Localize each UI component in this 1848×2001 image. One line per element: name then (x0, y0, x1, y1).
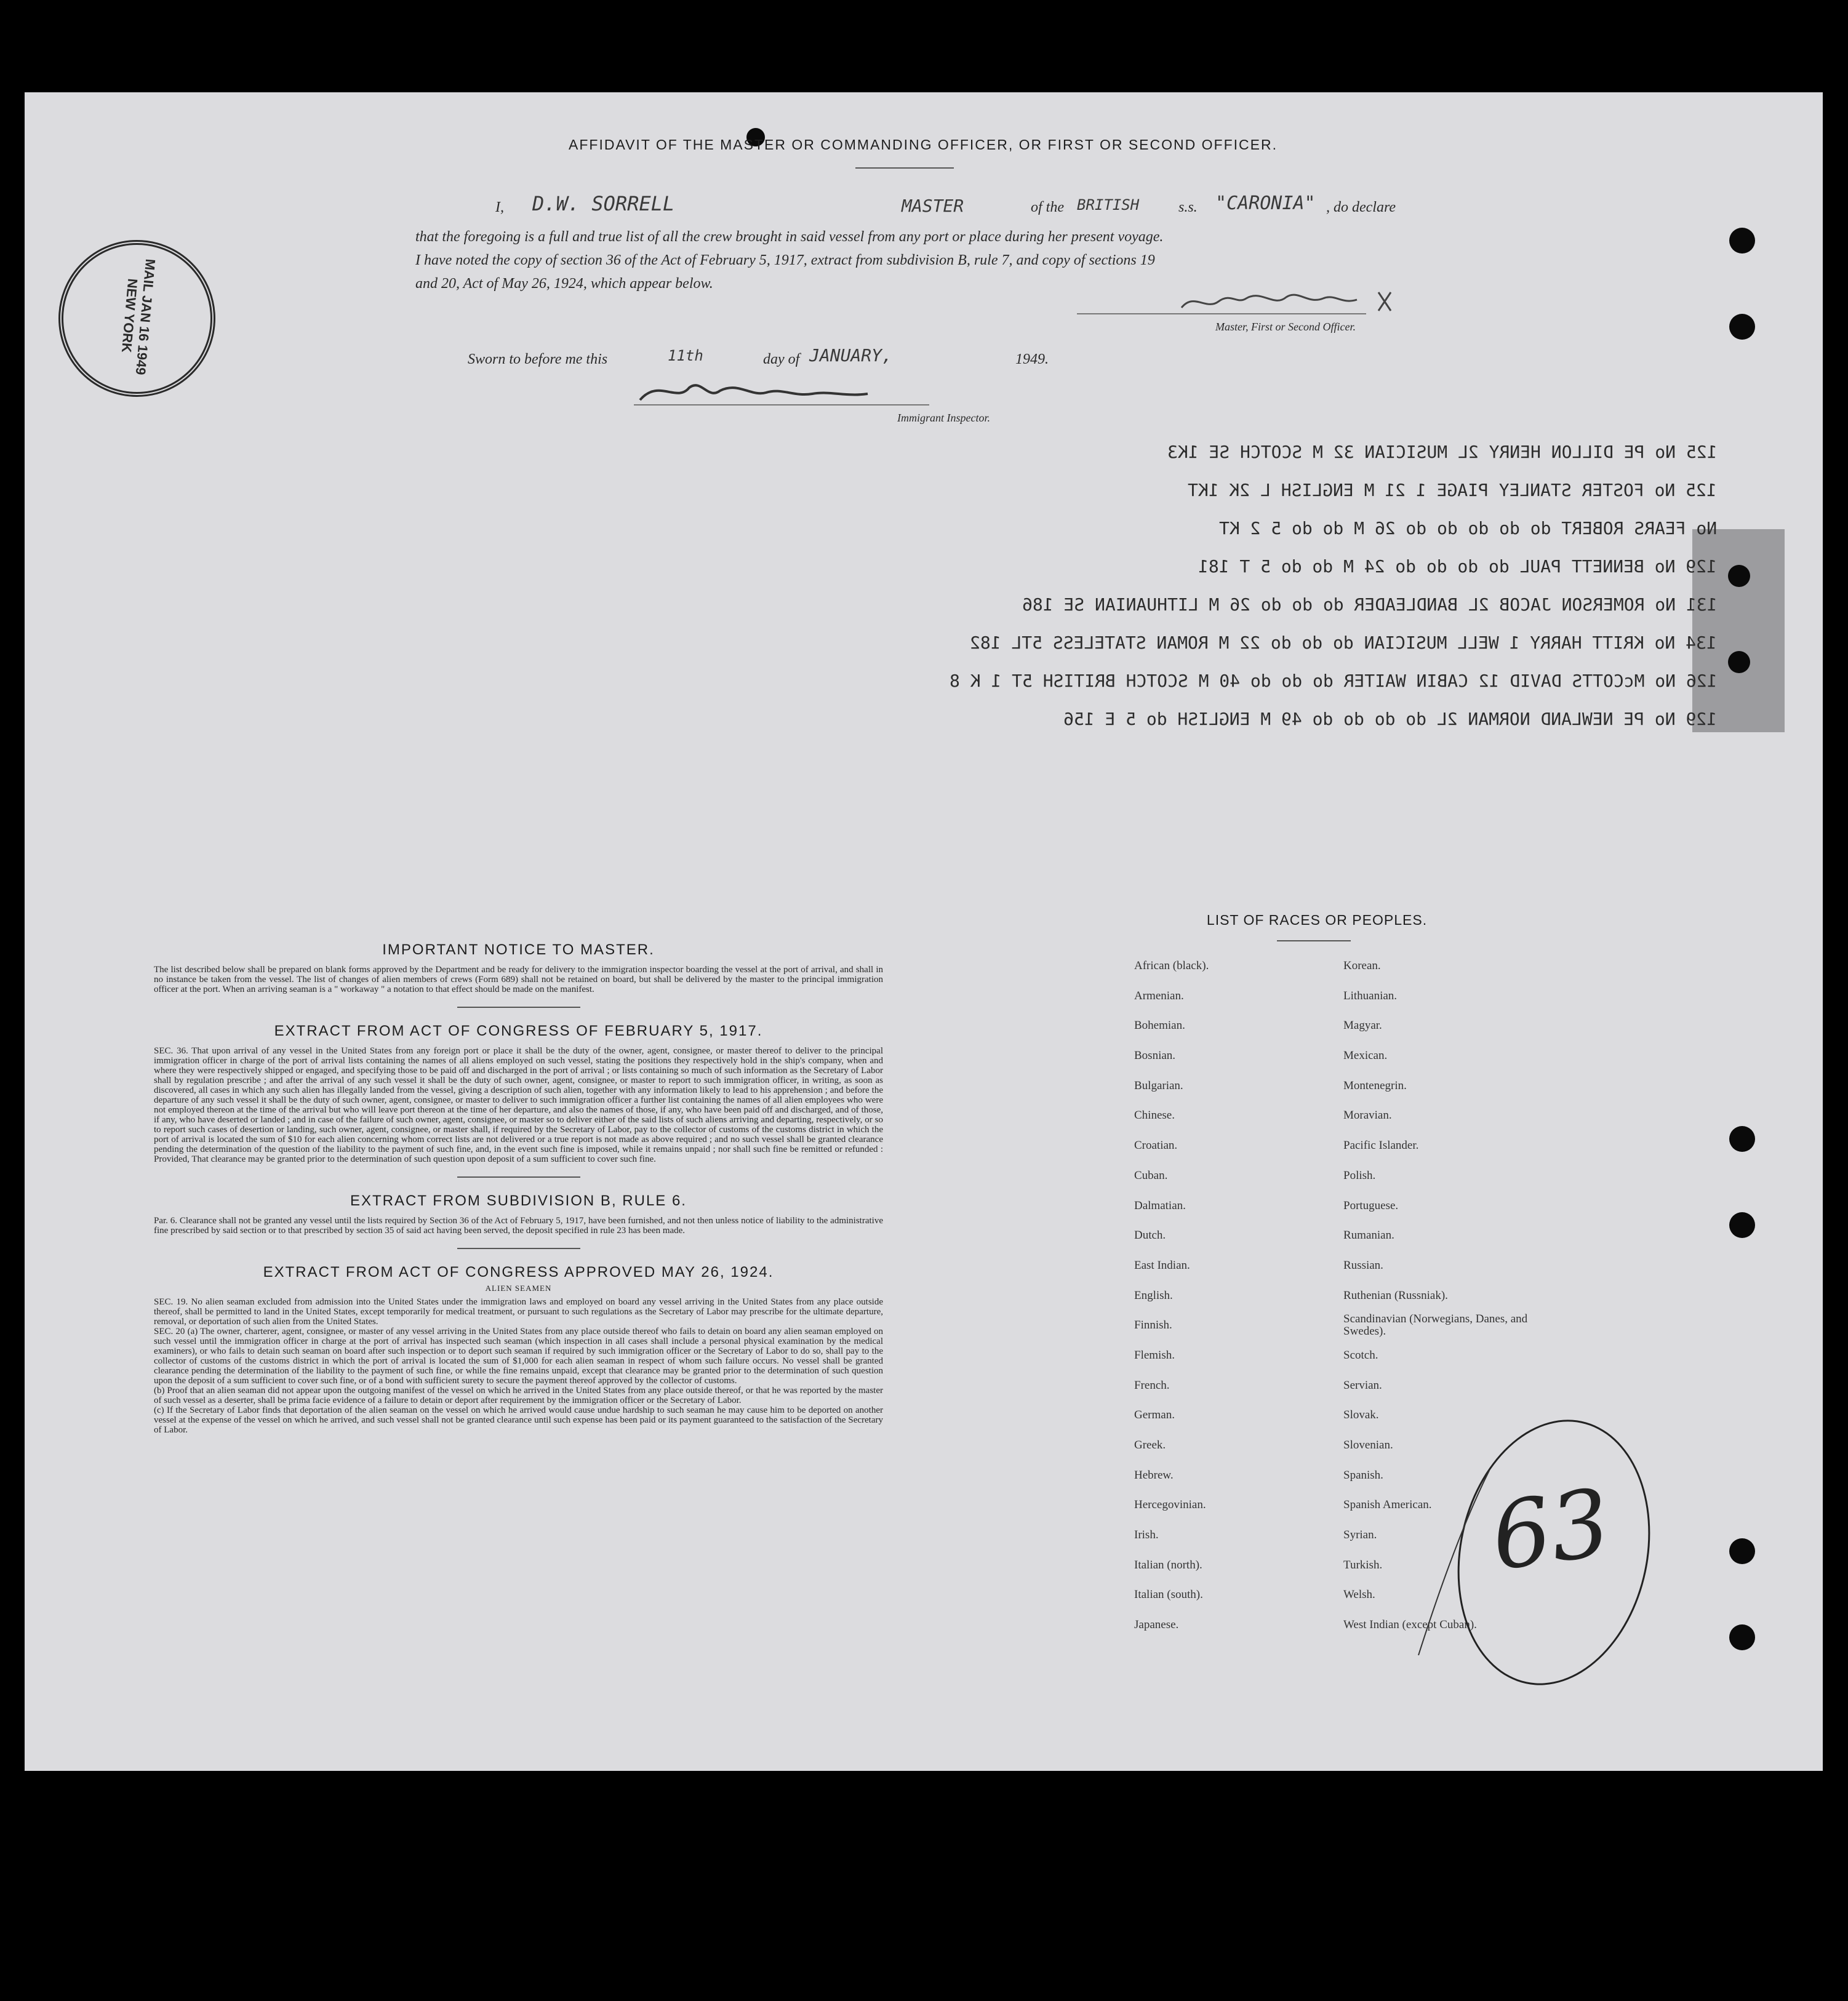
crew-row: 125 No PE DILLON HENRY 2L MUSICIAN 32 M SCOTCH SE 1K3 (1167, 442, 1717, 462)
race-item: Finnish. (1134, 1319, 1172, 1332)
sec-20b-text: (b) Proof that an alien seaman did not appear upon the outgoing manifest of the vessel on which he arrived in the United States from any place outside thereof, or that he was reported by the master of such vessel as a deserter, shall be prima facie evidence of a failure to detain or deport after requirement by the immigration officer or the Secretary of Labor. (154, 1386, 883, 1405)
race-item: West Indian (except Cuban). (1343, 1618, 1477, 1632)
race-item: Slovenian. (1343, 1439, 1393, 1452)
page-number: 63 (1485, 1469, 1617, 1592)
notice-title: IMPORTANT NOTICE TO MASTER. (382, 941, 655, 958)
notice-text: The list described below shall be prepared on blank forms approved by the Department and be ready for delivery to the immigration inspector boarding the vessel at the port of arrival, and shall in no instance be taken from the vessel. The list of changes of alien members of crews (Form 689) shall not be retained on board, but shall be delivered by the master to the principal immigration officer at the port. When an arriving seaman is a " workaway " a notation to that effect should be made on the manifest. (154, 965, 883, 994)
master-signature-caption: Master, First or Second Officer. (1215, 321, 1356, 333)
race-item: Dalmatian. (1134, 1199, 1186, 1212)
race-item: Spanish American. (1343, 1498, 1432, 1512)
race-item: Scandinavian (Norwegians, Danes, and Swedes). (1343, 1312, 1528, 1338)
race-item: Bosnian. (1134, 1049, 1176, 1063)
race-item: Flemish. (1134, 1348, 1175, 1362)
race-item: Rumanian. (1343, 1229, 1394, 1242)
sec-20a-text: SEC. 20 (a) The owner, charterer, agent, consignee, or master of any vessel arriving in the United States from any place outside thereof who fails to detain on board any alien seaman employed on such vessel until the immigration officer in charge at the port of arrival has inspected such seaman (which inspection in all cases shall include a personal physical examination by the medical examiners), or who fails to detain such seaman on board after such inspection or to deport such seaman if required by such immigration officer or the Secretary of Labor to do so, shall pay to the collector of customs of the customs district in which the port of arrival is located the sum of $1,000 for each alien seaman in respect of whom such failure occurs. No vessel shall be granted clearance pending the determination of the liability to the payment of such fine, or while the fine remains unpaid, except that clearance may be granted prior to the determination of such question upon the deposit of a sum sufficient to cover such fine, or of a bond with sufficient surety to secure the payment thereof approved by the collector of customs. (154, 1327, 883, 1386)
page-number-tail (1415, 1464, 1502, 1661)
crew-row: 129 No BENNETT PAUL do do do do 24 M do do 5 T 181 (1198, 556, 1717, 577)
race-item: Moravian. (1343, 1109, 1392, 1122)
crew-row: 129 No PE NEWLAND NORMAN 2L do do do do 49 M ENGLISH do 5 E 156 (1063, 709, 1717, 729)
sworn-day: 11th (668, 347, 703, 364)
race-item: Ruthenian (Russniak). (1343, 1288, 1448, 1302)
race-item: Servian. (1343, 1378, 1382, 1392)
sworn-month: JANUARY, (809, 345, 892, 365)
race-item: Lithuanian. (1343, 989, 1398, 1002)
inspector-caption: Immigrant Inspector. (897, 412, 990, 424)
race-item: East Indian. (1134, 1258, 1190, 1272)
race-item: Japanese. (1134, 1618, 1179, 1632)
race-item: Korean. (1343, 959, 1381, 972)
master-name: D.W. SORRELL (532, 192, 675, 215)
extract-1917-text: SEC. 36. That upon arrival of any vessel in the United States from any foreign port or place it shall be the duty of the owner, agent, consignee, or master thereof to deliver to the principal immigration officer in charge of the port of arrival lists containing the names of all aliens employed on such vessel, stating the positions they respectively hold in the ship's company, when and where they were respectively shipped or engaged, and specifying those to be paid off and discharged in the port of arrival ; or lists containing so much of such information as the Secretary of Labor shall by regulation prescribe ; and after the arrival of any such vessel it shall be the duty of such owner, agent, consignee, or master to report to such immigration officer, in writing, as soon as discovered, all cases in which any such alien has illegally landed from the vessel, giving a description of such alien, together with any information likely to lead to his apprehension ; and before the departure of any such vessel it shall be the duty of such owner, agent, consignee, or master to deliver to such immigration officer a further list containing the names of all alien employees who were not employed thereon at the time of the arrival but who will leave port thereon at the time of her departure, and also the names of those, if any, who have been paid off and discharged, and of those, if any, who have deserted or landed ; and in case of the failure of such owner, agent, consignee, or master so to deliver either of the said lists of such aliens arriving and departing, respectively, or so to report such cases of desertion or landing, such owner, agent, consignee, or master shall, if required by the Secretary of Labor, pay to the collector of customs of the customs district in which the port of arrival is located the sum of $10 for each alien concerning whom correct lists are not delivered or a true report is not made as above required ; and no such vessel shall be granted clearance pending the determination of the question of the liability to the payment of such fine, and, in the event such fine is imposed, while it remains unpaid ; nor shall such fine be remitted or refunded : Provided, That clearance may be granted prior to the determination of such question upon deposit of a sum sufficient to cover such fine. (154, 1046, 883, 1164)
race-item: Bohemian. (1134, 1019, 1185, 1032)
punch-hole (1729, 228, 1755, 254)
legal-notice-block (154, 941, 883, 1435)
race-item: Bulgarian. (1134, 1079, 1183, 1092)
extract-1917-title: EXTRACT FROM ACT OF CONGRESS OF FEBRUARY 5, 1917. (274, 1023, 763, 1039)
declaration-line-2: that the foregoing is a full and true list of all the crew brought in said vessel from any port or place during her present voyage. (415, 229, 1164, 245)
race-item: English. (1134, 1288, 1173, 1302)
sworn-line: Sworn to before me this 11th day of JANUARY, 1949. (468, 345, 1049, 367)
race-item: Spanish. (1343, 1468, 1383, 1482)
race-item: Polish. (1343, 1168, 1376, 1182)
race-item: Russian. (1343, 1258, 1383, 1272)
section-rule (457, 1176, 580, 1178)
race-item: Italian (north). (1134, 1558, 1202, 1572)
declaration-line-4: and 20, Act of May 26, 1924, which appear below. (415, 276, 713, 292)
race-item: Slovak. (1343, 1408, 1379, 1422)
race-item: African (black). (1134, 959, 1209, 972)
declaration-line-1: I, D.W. SORRELL MASTER of the BRITISH s.s. "CARONIA" , do declare (415, 196, 1412, 220)
race-item: Pacific Islander. (1343, 1139, 1419, 1152)
race-item: Montenegrin. (1343, 1079, 1407, 1092)
race-item: Magyar. (1343, 1019, 1382, 1032)
race-item: Chinese. (1134, 1109, 1175, 1122)
vessel-name: "CARONIA" (1215, 193, 1316, 214)
race-item: Syrian. (1343, 1528, 1377, 1542)
title-rule (855, 167, 954, 169)
stamp-text: MAIL JAN 16 1949 NEW YORK (118, 258, 159, 376)
crew-row: 134 No KRITT HARRY 1 WELL MUSICIAN do do do 22 M ROMAN STATELESS 5TL 182 (970, 633, 1717, 653)
race-item: Dutch. (1134, 1229, 1166, 1242)
race-item: Portuguese. (1343, 1199, 1399, 1212)
nationality: BRITISH (1077, 196, 1140, 214)
race-item: German. (1134, 1408, 1175, 1422)
races-title: LIST OF RACES OR PEOPLES. (1206, 912, 1428, 928)
race-item: Cuban. (1134, 1168, 1168, 1182)
race-item: Irish. (1134, 1528, 1159, 1542)
punch-hole (1729, 314, 1755, 340)
race-item: Greek. (1134, 1439, 1166, 1452)
punch-hole (1729, 1212, 1755, 1238)
extract-1924-title: EXTRACT FROM ACT OF CONGRESS APPROVED MAY 26, 1924. (263, 1264, 774, 1280)
race-item: Welsh. (1343, 1588, 1375, 1602)
punch-hole (1729, 1538, 1755, 1564)
race-item: Hercegovinian. (1134, 1498, 1206, 1512)
crew-list-bleedthrough (258, 431, 1735, 751)
race-item: Croatian. (1134, 1139, 1178, 1152)
race-item: Italian (south). (1134, 1588, 1203, 1602)
races-left-column (1134, 951, 1331, 1640)
sec-20c-text: (c) If the Secretary of Labor finds that deportation of the alien seaman on the vessel on which he arrived would cause undue hardship to such seaman he may cause him to be deported on another vessel at the expense of the vessel on which he arrived, and such vessel shall not be granted clearance until such expense has been paid or its payment guaranteed to the satisfaction of the Secretary of Labor. (154, 1405, 883, 1435)
section-rule (457, 1007, 580, 1008)
crew-row: 125 No FOSTER STANLEY PIAGE 1 21 M ENGLISH L 2K 1KT (1188, 480, 1717, 500)
sec-19-text: SEC. 19. No alien seaman excluded from admission into the United States under the immigration laws and employed on board any vessel arriving in the United States from any place outside thereof, shall be permitted to land in the United States, except temporarily for medical treatment, or pursuant to such regulations as the Secretary of Labor may prescribe for the ultimate departure, removal, or deportation of such alien from the United States. (154, 1297, 883, 1327)
subdivision-title: EXTRACT FROM SUBDIVISION B, RULE 6. (350, 1192, 687, 1209)
mail-stamp (58, 240, 215, 397)
race-item: Mexican. (1343, 1049, 1388, 1063)
affidavit-title: AFFIDAVIT OF THE MASTER OR COMMANDING OFFICER, OR FIRST OR SECOND OFFICER. (569, 137, 1278, 153)
punch-hole (1729, 1624, 1755, 1650)
declaration-line-3: I have noted the copy of section 36 of the Act of February 5, 1917, extract from subdivision B, rule 7, and copy of sections 19 (415, 252, 1155, 268)
race-item: French. (1134, 1378, 1170, 1392)
race-item: Armenian. (1134, 989, 1184, 1002)
subdivision-text: Par. 6. Clearance shall not be granted any vessel until the lists required by Section 36 of the Act of February 5, 1917, have been furnished, and not then unless notice of liability to the administrative fine prescribed by said section or to that prescribed by section 35 of said act having been served, the deposit specified in rule 23 has been made. (154, 1216, 883, 1236)
races-title-rule (1277, 940, 1351, 941)
crew-row: 126 No McCOTTS DAVID 12 CABIN WAITER do do do 40 M SCOTCH BRITISH 5T 1 K 8 (949, 671, 1717, 691)
crew-row: 131 No ROMERSON JACOB 2L BANDLEADER do do do 26 M LITHUANIAN SE 186 (1022, 594, 1717, 615)
race-item: Scotch. (1343, 1348, 1378, 1362)
section-rule (457, 1248, 580, 1249)
crew-row: No FEARS ROBERT do do do do do 26 M do do 5 2 KT (1218, 518, 1717, 538)
master-rank: MASTER (902, 196, 964, 216)
race-item: Hebrew. (1134, 1468, 1174, 1482)
extract-1924-subtitle: ALIEN SEAMEN (485, 1284, 552, 1293)
punch-hole (1729, 1126, 1755, 1152)
race-item: Turkish. (1343, 1558, 1383, 1572)
